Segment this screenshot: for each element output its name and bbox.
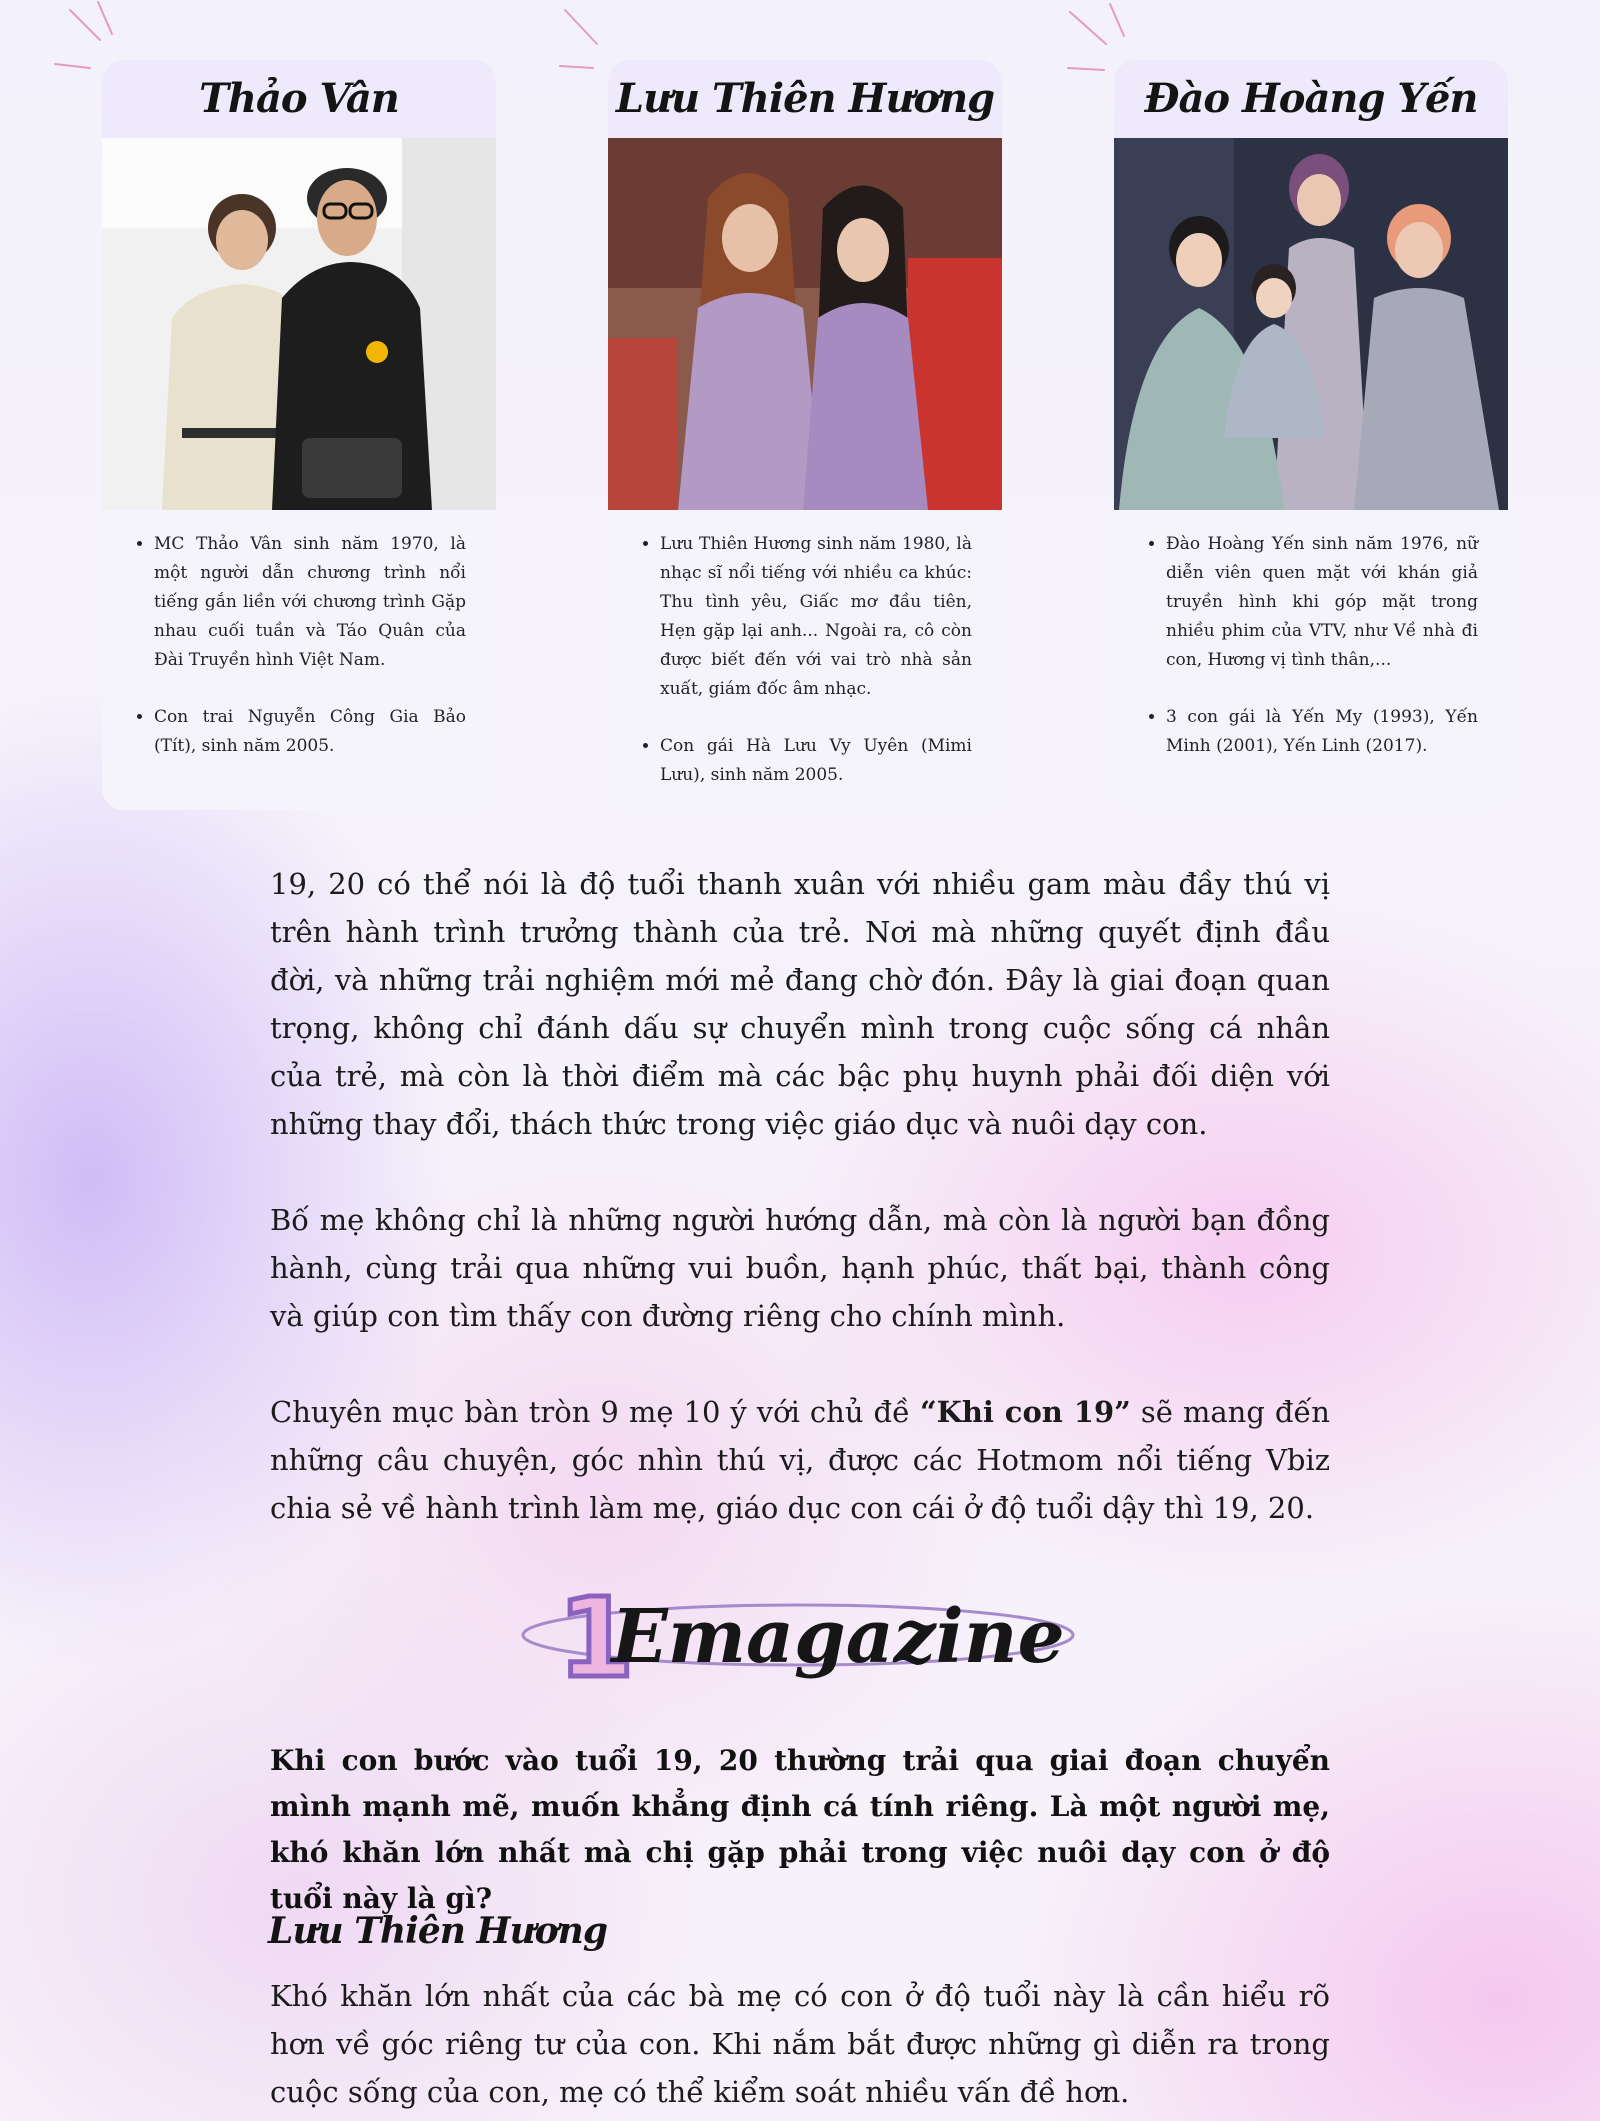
- profile-card-thao-van: [102, 60, 496, 810]
- profile-facts: [608, 510, 1002, 810]
- intro-paragraph: Bố mẹ không chỉ là những người hướng dẫn, mà còn là người bạn đồng hành, cùng trải qua những vui buồn, hạnh phúc, thất bại, thành công và giúp con tìm thấy con đường riêng cho chính mình.: [270, 1203, 1330, 1333]
- profile-fact: • Đào Hoàng Yến sinh năm 1976, nữ diễn viên quen mặt với khán giả truyền hình khi góp mặt trong nhiều phim của VTV, như Về nhà đi con, Hương vị tình thân,...: [1166, 530, 1478, 675]
- logo-number: 1: [557, 1580, 635, 1690]
- profile-name: Thảo Vân: [199, 75, 399, 122]
- profile-fact: • MC Thảo Vân sinh năm 1970, là một người dẫn chương trình nổi tiếng gắn liền với chương trình Gặp nhau cuối tuần và Táo Quân của Đài Truyền hình Việt Nam.: [154, 530, 466, 675]
- profile-facts: [102, 510, 496, 810]
- profile-card-dao-hoang-yen: [1114, 60, 1508, 810]
- profile-card-luu-thien-huong: [608, 60, 1002, 810]
- topic-highlight: “Khi con 19”: [919, 1395, 1131, 1429]
- profile-fact: • Con gái Hà Lưu Vy Uyên (Mimi Lưu), sinh năm 2005.: [660, 732, 972, 790]
- profile-fact: • Lưu Thiên Hương sinh năm 1980, là nhạc sĩ nổi tiếng với nhiều ca khúc: Thu tình yêu, Giấc mơ đầu tiên, Hẹn gặp lại anh... Ngoài ra, cô còn được biết đến với vai trò nhà sản xuất, giám đốc âm nhạc.: [660, 530, 972, 704]
- profile-photo: [1114, 138, 1508, 510]
- emagazine-logo: [518, 1580, 1078, 1690]
- profile-fact: • 3 con gái là Yến My (1993), Yến Minh (2001), Yến Linh (2017).: [1166, 703, 1478, 761]
- answer-speaker: Lưu Thiên Hương: [268, 1910, 607, 1952]
- intro-paragraph: 19, 20 có thể nói là độ tuổi thanh xuân với nhiều gam màu đầy thú vị trên hành trình trưởng thành của trẻ. Nơi mà những quyết định đầu đời, và những trải nghiệm mới mẻ đang chờ đón. Đây là giai đoạn quan trọng, không chỉ đánh dấu sự chuyển mình trong cuộc sống cá nhân của trẻ, mà còn là thời điểm mà các bậc phụ huynh phải đối diện với những thay đổi, thách thức trong việc giáo dục và nuôi dạy con.: [270, 867, 1330, 1141]
- profile-fact: • Con trai Nguyễn Công Gia Bảo (Tít), sinh năm 2005.: [154, 703, 466, 761]
- profile-name: Lưu Thiên Hương: [615, 75, 995, 122]
- profile-facts: [1114, 510, 1508, 810]
- profile-photo: [608, 138, 1002, 510]
- intro-paragraph: Chuyên mục bàn tròn 9 mẹ 10 ý với chủ đề “Khi con 19” sẽ mang đến những câu chuyện, góc nhìn thú vị, được các Hotmom nổi tiếng Vbiz chia sẻ về hành trình làm mẹ, giáo dục con cái ở độ tuổi dậy thì 19, 20.: [270, 1395, 1330, 1525]
- interview-question: Khi con bước vào tuổi 19, 20 thường trải qua giai đoạn chuyển mình mạnh mẽ, muốn khẳng định cá tính riêng. Là một người mẹ, khó khăn lớn nhất mà chị gặp phải trong việc nuôi dạy con ở độ tuổi này là gì?: [270, 1744, 1330, 1915]
- answer-text: Khó khăn lớn nhất của các bà mẹ có con ở độ tuổi này là cần hiểu rõ hơn về góc riêng tư của con. Khi nắm bắt được những gì diễn ra trong cuộc sống của con, mẹ có thể kiểm soát nhiều vấn đề hơn.: [270, 1979, 1330, 2109]
- logo-word: Emagazine: [611, 1594, 1065, 1680]
- profile-name: Đào Hoàng Yến: [1144, 75, 1478, 122]
- profile-photo: [102, 138, 496, 510]
